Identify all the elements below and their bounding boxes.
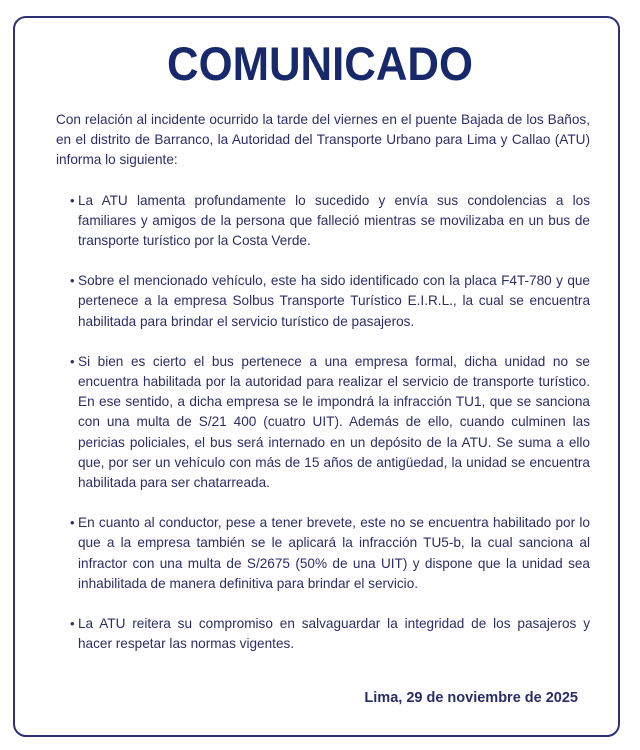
list-item [56,513,590,594]
intro-paragraph: Con relación al incidente ocurrido la tarde del viernes en el puente Bajada de los Baños, en el distrito de Barranco, la Autoridad del Transporte Urbano para Lima y Callao (ATU) informa lo siguiente: [56,112,590,168]
bullet-icon: • [70,515,75,531]
point-text: La ATU lamenta profundamente lo sucedido y envía sus condolencias a los familiares y amigos de la persona que falleció mientras se movilizaba en un bus de transporte turístico por la Costa Verde. [78,192,590,249]
list-item [56,191,590,252]
date-line: Lima, 29 de noviembre de 2025 [364,690,578,706]
point-text: En cuanto al conductor, pese a tener brevete, este no se encuentra habilitado por lo que a la empresa también se le aplicará la infracción TU5-b, la cual sanciona al infractor con una multa de S/2675 (50% de una UIT) y dispone que la unidad sea inhabilitada de manera definitiva para brindar el servicio. [78,515,590,591]
bullet-icon: • [70,616,75,632]
bullet-icon: • [70,192,75,208]
point-text: La ATU reitera su compromiso en salvaguardar la integridad de los pasajeros y hacer respetar las normas vigentes. [78,616,590,652]
document-body [56,110,590,674]
points-list [56,191,590,655]
bullet-icon: • [70,353,75,369]
list-item [56,614,590,654]
document-title: COMUNICADO [167,37,473,90]
list-item [56,271,590,332]
bullet-icon: • [70,273,75,289]
point-text: Sobre el mencionado vehículo, este ha sido identificado con la placa F4T-780 y que pertenece a la empresa Solbus Transporte Turístico E.I.R.L., la cual se encuentra habilitada para brindar el servicio turístico de pasajeros. [78,273,590,329]
point-text: Si bien es cierto el bus pertenece a una empresa formal, dicha unidad no se encuentra habilitada por la autoridad para realizar el servicio de transporte turístico. En ese sentido, a dicha empresa se le impondrá la infracción TU1, que se sanciona con una multa de S/21 400 (cuatro UIT). Además de ello, cuando culminen las pericias policiales, el bus será internado en un depósito de la ATU. Se suma a ello que, por ser un vehículo con más de 15 años de antigüedad, la unidad se encuentra habilitada para ser chatarreada. [78,353,590,491]
list-item [56,352,590,493]
